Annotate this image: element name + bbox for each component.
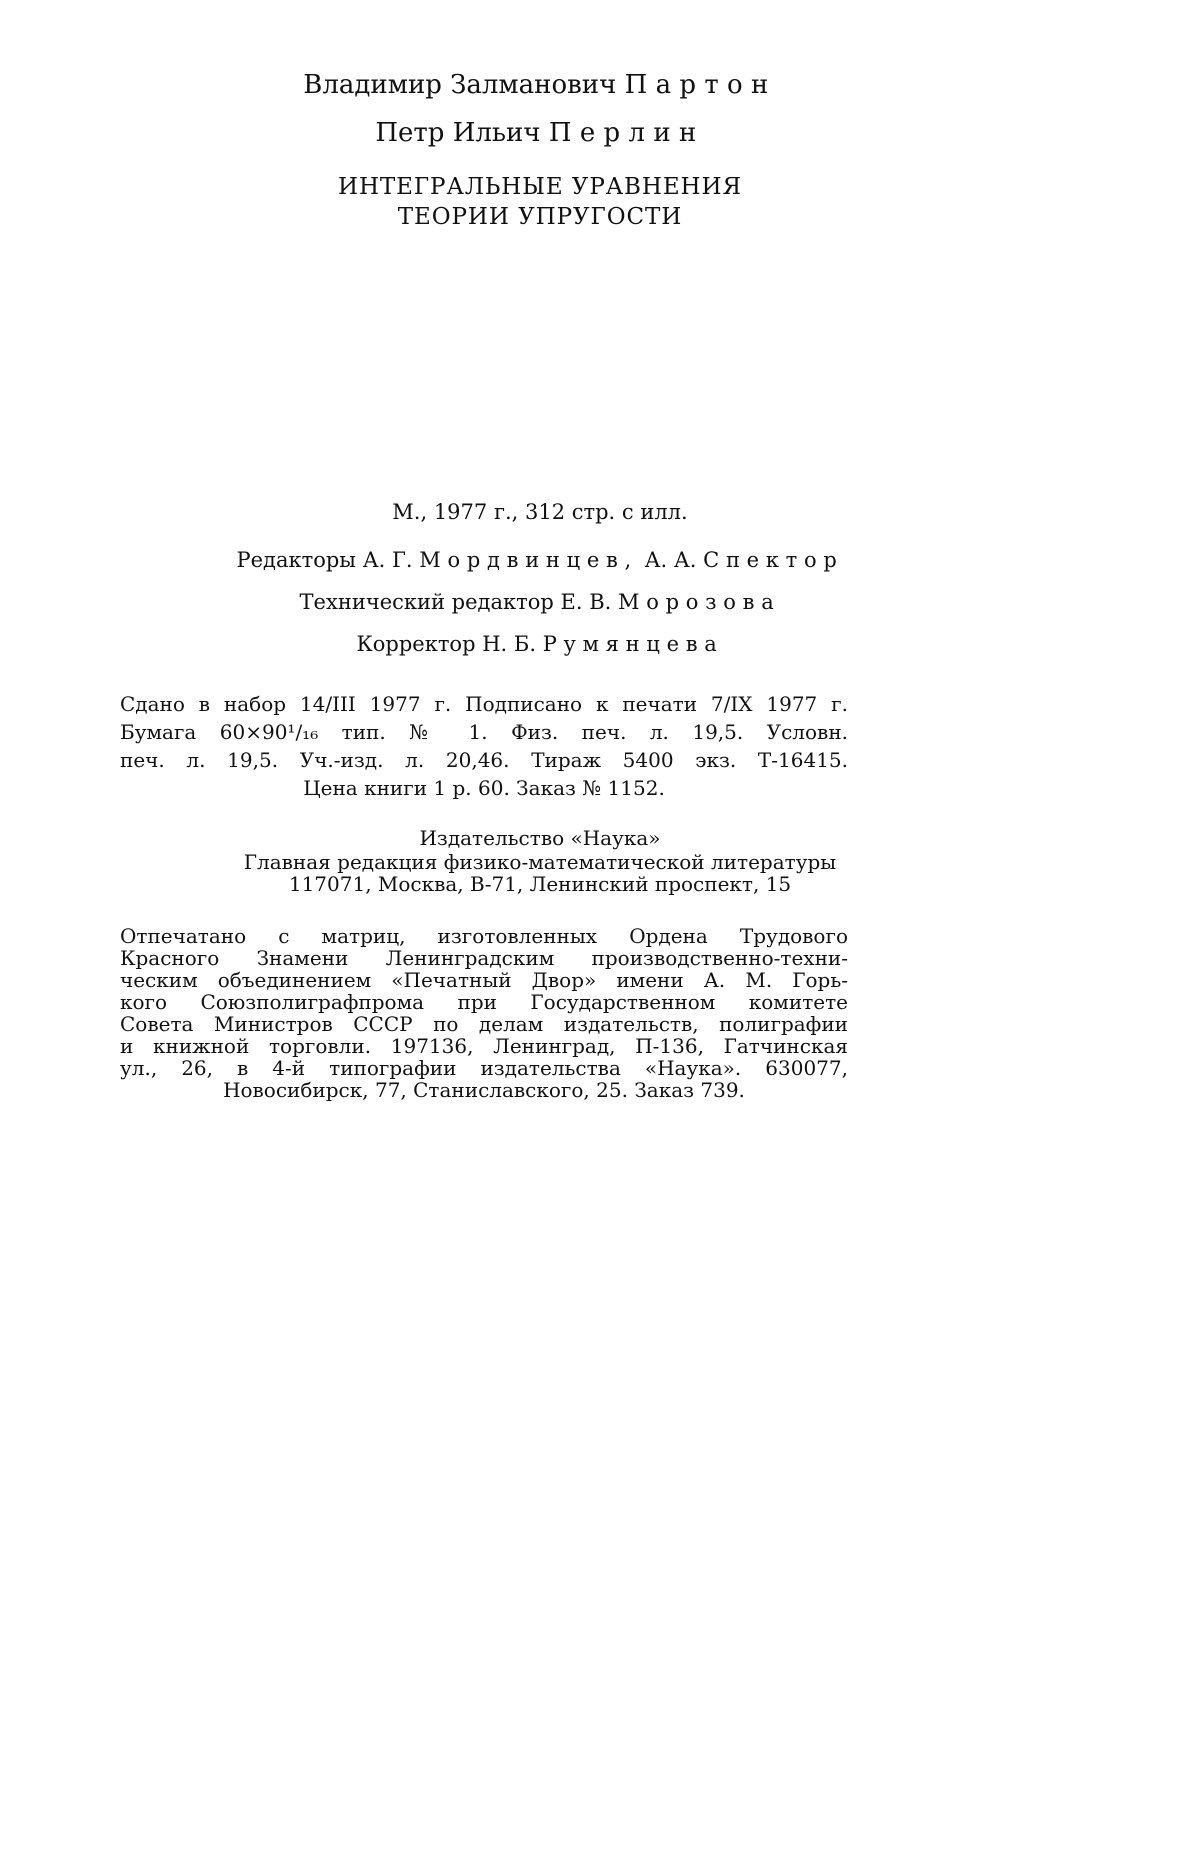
printer-line-1: Отпечатано с матриц, изготовленных Ордена Трудового [120,924,848,948]
corrector-initials: Н. Б. [482,632,536,656]
print-data-line-3: печ. л. 19,5. Уч.-изд. л. 20,46. Тираж 5400 экз. Т-16415. [120,748,848,772]
printer-line-5: Совета Министров СССР по делам издательств, полиграфии [120,1012,848,1036]
editor-2-initials: А. А. [644,548,697,572]
author-2-surname: Перлин [548,118,705,148]
book-title-line-2: ТЕОРИИ УПРУГОСТИ [397,204,683,230]
author-2-name: Петр Ильич [375,118,541,148]
tech-editor-label: Технический редактор [299,590,554,614]
author-1 [120,70,960,100]
printer-line-3: ческим объединением «Печатный Двор» имени А. М. Горь- [120,968,848,992]
printer-line-2: Красного Знамени Ленинградским производственно-техни- [120,946,848,970]
editor-2-surname: Спектор [703,548,844,572]
printer-line-6: и книжной торговли. 197136, Ленинград, П-136, Гатчинская [120,1034,848,1058]
publication-line: М., 1977 г., 312 стр. с илл. [392,500,688,524]
corrector-line [120,632,960,656]
author-1-surname: Партон [624,70,777,100]
corrector-surname: Румянцева [542,632,724,656]
tech-editor-initials: Е. В. [560,590,612,614]
tech-editor-surname: Морозова [618,590,781,614]
editor-1-initials: А. Г. [362,548,413,572]
print-data-line-4: Цена книги 1 р. 60. Заказ № 1152. [303,776,665,800]
editor-1-surname: Мордвинцев, [419,548,638,572]
editors-label: Редакторы [236,548,357,572]
printer-line-8: Новосибирск, 77, Станиславского, 25. Заказ 739. [223,1078,745,1102]
print-data-line-1: Сдано в набор 14/III 1977 г. Подписано к печати 7/IX 1977 г. [120,692,848,716]
publisher-address: 117071, Москва, В-71, Ленинский проспект, 15 [288,872,792,896]
author-2 [120,118,960,148]
tech-editor-line [120,590,960,614]
book-title-line-1: ИНТЕГРАЛЬНЫЕ УРАВНЕНИЯ [337,174,743,200]
printer-line-7: ул., 26, в 4-й типографии издательства «Наука». 630077, [120,1056,848,1080]
print-data-line-2: Бумага 60×90¹/₁₆ тип. № 1. Физ. печ. л. 19,5. Условн. [120,720,848,744]
printer-line-4: кого Союзполиграфпрома при Государственном комитете [120,990,848,1014]
publisher-name: Издательство «Наука» [419,826,661,850]
corrector-label: Корректор [356,632,476,656]
author-1-name: Владимир Залманович [303,70,617,100]
editors-line [120,548,960,572]
publisher-division: Главная редакция физико-математической литературы [243,850,837,874]
